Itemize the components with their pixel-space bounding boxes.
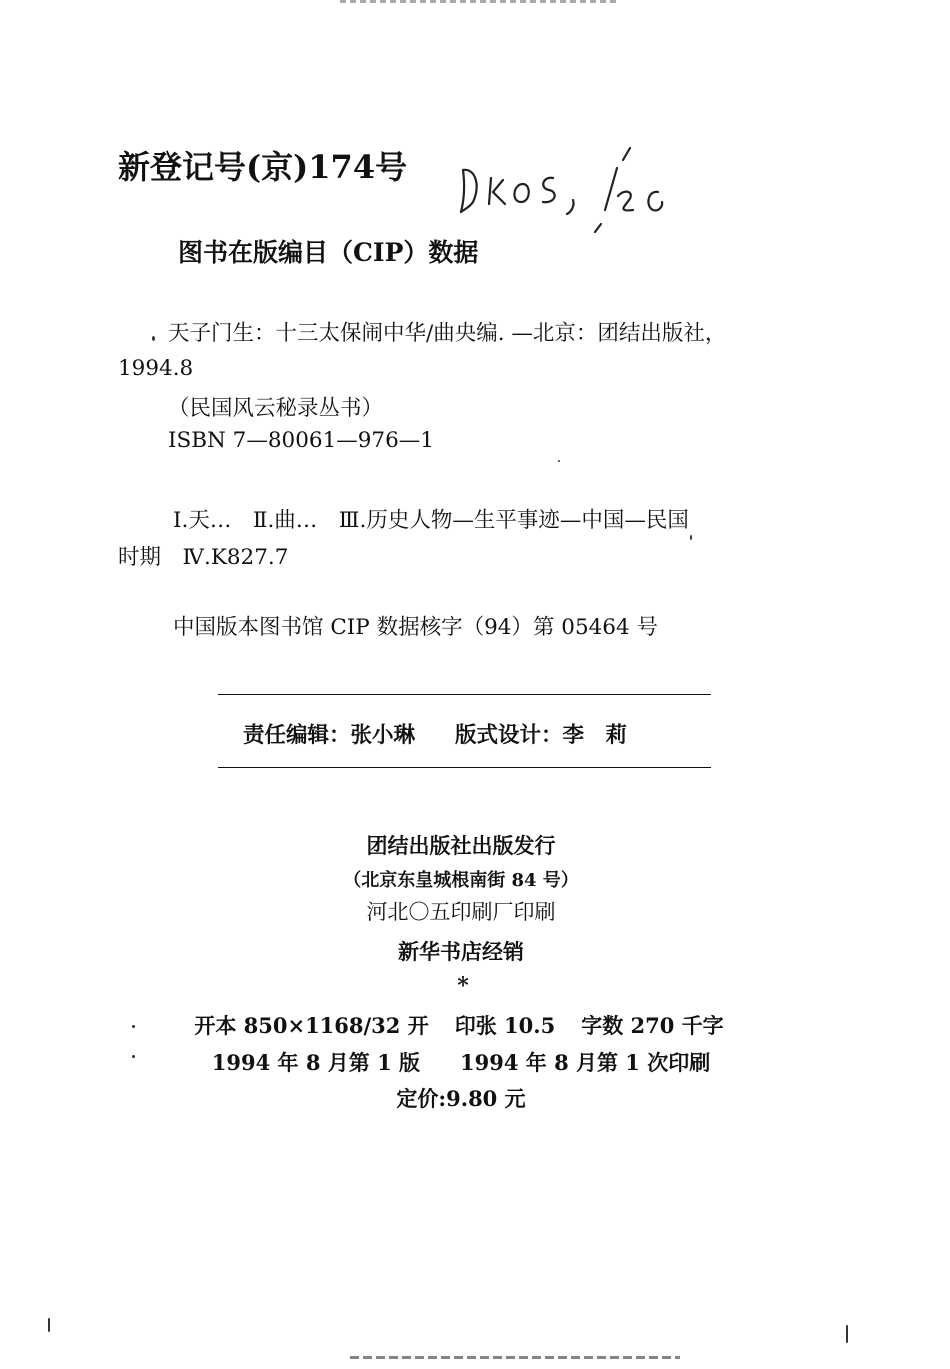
separator-asterisk: * xyxy=(457,973,469,999)
cip-line-isbn: ISBN 7—80061—976—1 xyxy=(168,428,434,453)
scan-speck xyxy=(132,1055,135,1058)
cip-subject-line-2: 时期 Ⅳ.K827.7 xyxy=(118,545,289,570)
printer: 河北〇五印刷厂印刷 xyxy=(366,900,556,924)
handwritten-note xyxy=(455,140,670,235)
publisher: 团结出版社出版发行 xyxy=(366,833,556,858)
divider-bottom xyxy=(218,767,711,768)
scan-speck xyxy=(132,1025,135,1028)
cip-verification: 中国版本图书馆 CIP 数据核字（94）第 05464 号 xyxy=(173,615,659,640)
format-line xyxy=(0,1010,934,1040)
cip-subject-line-1: Ⅰ.天… Ⅱ.曲… Ⅲ.历史人物—生平事迹—中国—民国 xyxy=(173,508,689,533)
divider-top xyxy=(218,694,711,695)
price: 定价:9.80 元 xyxy=(396,1086,526,1111)
edition: 1994 年 8 月第 1 版 xyxy=(211,1050,420,1075)
cip-title: 图书在版编目（CIP）数据 xyxy=(178,238,479,267)
edition-line xyxy=(0,1047,936,1077)
scan-speck xyxy=(558,460,560,462)
scan-speck xyxy=(690,535,692,540)
printing: 1994 年 8 月第 1 次印刷 xyxy=(460,1050,711,1075)
registration-number: 新登记号(京)174号 xyxy=(118,148,408,186)
credits-line xyxy=(243,718,627,749)
cip-line-series: （民国风云秘录丛书） xyxy=(168,396,384,421)
editor-credit: 责任编辑：张小琳 xyxy=(243,723,416,748)
format: 开本 850×1168/32 开 xyxy=(194,1013,429,1038)
sheets: 印张 10.5 xyxy=(454,1013,556,1038)
scan-speck xyxy=(152,336,155,341)
scan-speck xyxy=(48,1318,50,1332)
word-count: 字数 270 千字 xyxy=(581,1013,724,1038)
scan-speck xyxy=(846,1325,848,1343)
scan-artifact-bottom xyxy=(350,1356,680,1359)
designer-credit: 版式设计：李 莉 xyxy=(455,723,628,748)
scan-artifact-top xyxy=(340,0,620,3)
cip-line-date: 1994.8 xyxy=(118,356,194,381)
publisher-address: （北京东皇城根南街 84 号） xyxy=(343,870,579,891)
distributor: 新华书店经销 xyxy=(398,939,524,964)
cip-line-title: 天子门生：十三太保闹中华/曲央编. —北京：团结出版社， xyxy=(168,321,727,346)
